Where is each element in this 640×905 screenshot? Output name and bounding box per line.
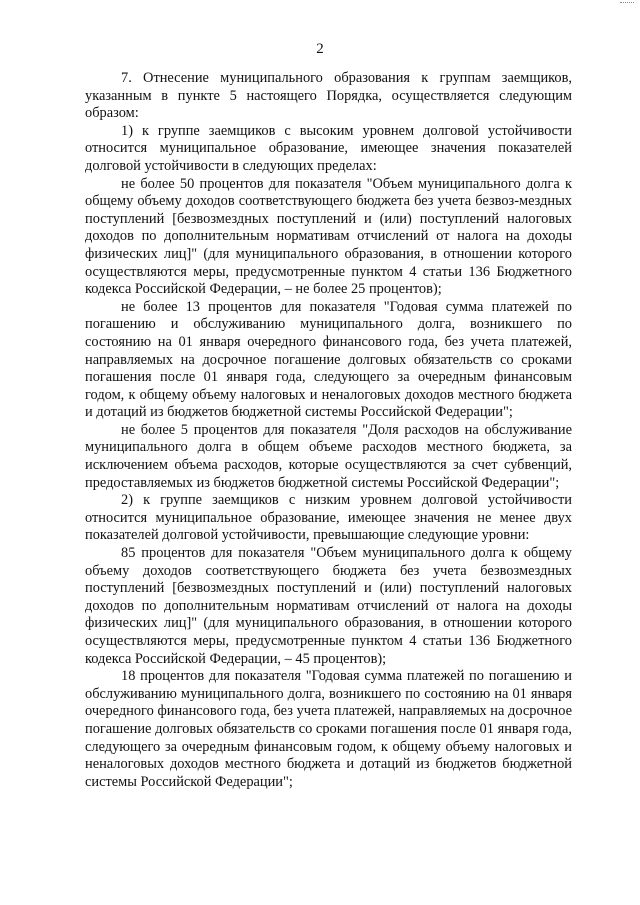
paragraph-low-payments-ratio: 18 процентов для показателя "Годовая сумма платежей по погашению и обслуживанию муниципального долга, возникшего по состоянию на 01 января очередного финансового года, без учета платежей, направляемых на досрочное погашение долговых обязательств со сроками погашения после 01 января года, следующего за очередным финансовым годом, к общему объему налоговых и неналоговых доходов местного бюджета и дотаций из бюджетов бюджетной системы Российской Федерации"; — [85, 668, 572, 790]
corner-mark — [620, 2, 634, 7]
page-number: 2 — [316, 41, 324, 57]
paragraph-item-7: 7. Отнесение муниципального образования к группам заемщиков, указанным в пункте 5 настоящего Порядка, осуществляется следующим образом: — [85, 70, 572, 122]
document-body — [85, 70, 572, 791]
paragraph-low-debt-ratio: 85 процентов для показателя "Объем муниципального долга к общему объему доходов соответствующего бюджета без учета безвозмездных поступлений [безвозмездных поступлений и (или) поступлений налоговых доходов по дополнительным нормативам отчислений от налога на доходы физических лиц]" (для муниципального образования, в отношении которого осуществляются меры, предусмотренные пунктом 4 статьи 136 Бюджетного кодекса Российской Федерации, – 45 процентов); — [85, 545, 572, 667]
paragraph-high-payments-ratio: не более 13 процентов для показателя "Годовая сумма платежей по погашению и обслуживанию муниципального долга, возникшего по состоянию на 01 января очередного финансового года, без учета платежей, направляемых на досрочное погашение долговых обязательств со сроками погашения после 01 января года, следующего за очередным финансовым годом, к общему объему налоговых и неналоговых доходов местного бюджета и дотаций из бюджетов бюджетной системы Российской Федерации"; — [85, 298, 572, 421]
paragraph-high-stability-group: 1) к группе заемщиков с высоким уровнем долговой устойчивости относится муниципальное образование, имеющее значения показателей долговой устойчивости в следующих пределах: — [85, 122, 572, 174]
paragraph-low-stability-group: 2) к группе заемщиков с низким уровнем долговой устойчивости относится муниципальное образование, имеющее значения не менее двух показателей долговой устойчивости, превышающие следующие уровни: — [85, 492, 572, 544]
paragraph-high-service-share: не более 5 процентов для показателя "Доля расходов на обслуживание муниципального долга в общем объеме расходов местного бюджета, за исключением объема расходов, которые осуществляются за счет субвенций, предоставляемых из бюджетов бюджетной системы Российской Федерации"; — [85, 421, 572, 491]
paragraph-high-debt-ratio: не более 50 процентов для показателя "Объем муниципального долга к общему объему доходов соответствующего бюджета без учета безвоз-мездных поступлений [безвозмездных поступлений и (или) поступлений налоговых доходов по дополнительным нормативам отчислений от налога на доходы физических лиц]" (для муниципального образования, в отношении которого осуществляются меры, предусмотренные пунктом 4 статьи 136 Бюджетного кодекса Российской Федерации, – не более 25 процентов); — [85, 175, 572, 298]
